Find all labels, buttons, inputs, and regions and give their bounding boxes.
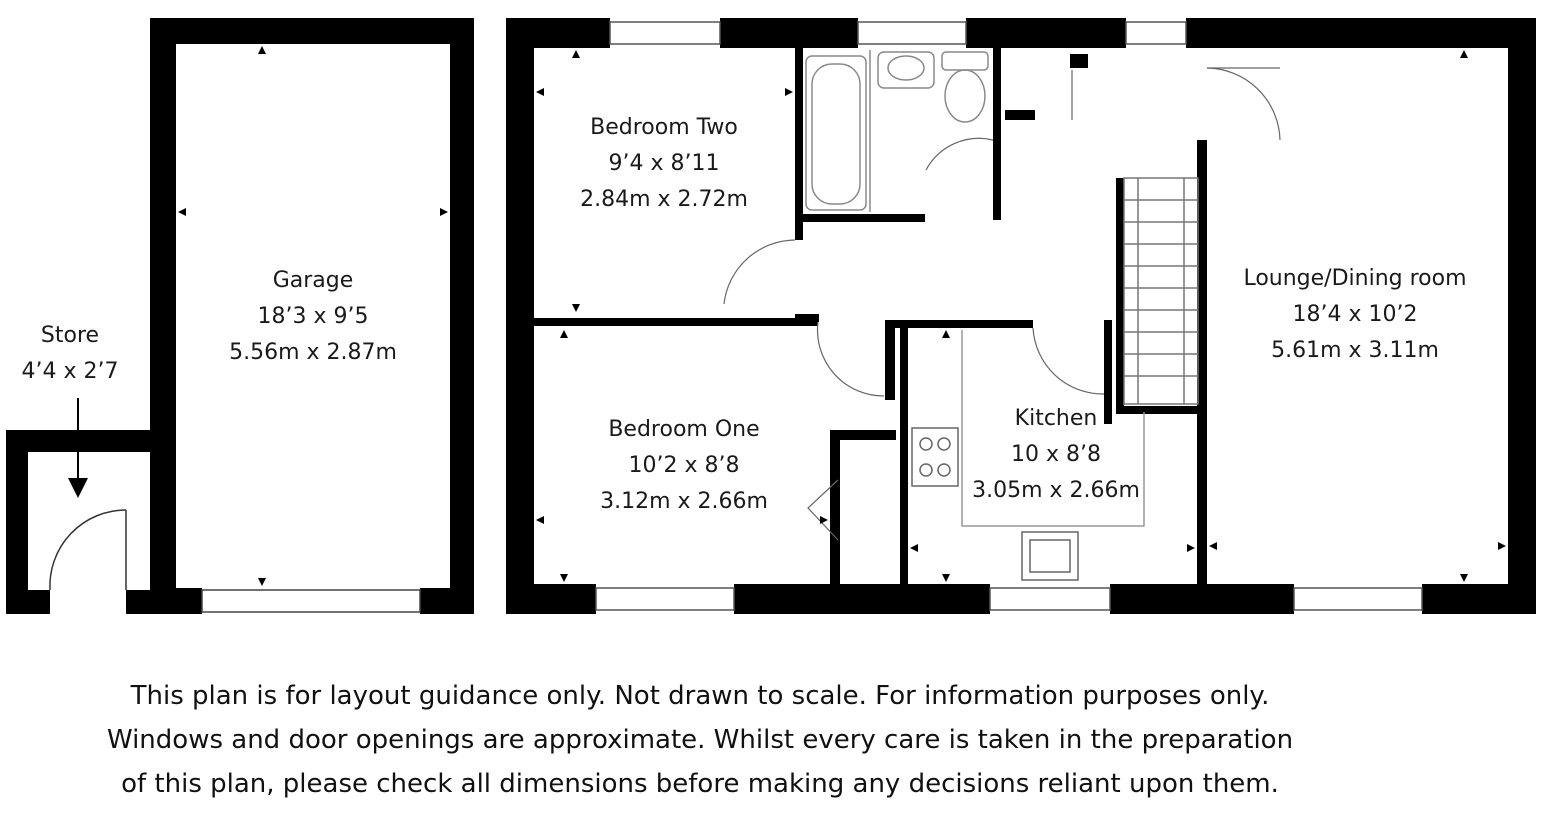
- garage-size-metric: 5.56m x 2.87m: [229, 340, 397, 365]
- garage-label: [176, 263, 450, 371]
- kitchen-label: [956, 401, 1156, 509]
- store-door: [50, 510, 126, 590]
- basin-icon: [878, 52, 934, 88]
- store-size-imperial: 4’4 x 2’7: [21, 359, 119, 384]
- bedroom-one-name: Bedroom One: [608, 417, 760, 442]
- store-name: Store: [40, 323, 100, 348]
- bedroom-two-size-metric: 2.84m x 2.72m: [580, 187, 748, 212]
- lounge-name: Lounge/Dining room: [1243, 266, 1467, 291]
- bedroom-one-size-metric: 3.12m x 2.66m: [600, 489, 768, 514]
- store-label: [6, 318, 134, 390]
- kitchen-size-imperial: 10 x 8’8: [1011, 442, 1101, 467]
- bedroom-one-size-imperial: 10’2 x 8’8: [628, 453, 740, 478]
- bath-icon: [806, 56, 866, 210]
- bedroom-two-label: [534, 110, 794, 218]
- bedroom-two-size-imperial: 9’4 x 8’11: [608, 151, 720, 176]
- hob-icon: [912, 428, 958, 486]
- toilet-icon: [942, 52, 988, 70]
- bedroom-one-label: [554, 412, 814, 520]
- bedroom-two-name: Bedroom Two: [590, 115, 738, 140]
- kitchen-size-metric: 3.05m x 2.66m: [972, 478, 1140, 503]
- garage-size-imperial: 18’3 x 9’5: [257, 304, 369, 329]
- disclaimer-line-2: Windows and door openings are approximate. Whilst every care is taken in the preparation: [106, 725, 1294, 755]
- stairs: [1124, 178, 1198, 404]
- lounge-label: [1207, 261, 1503, 369]
- lounge-size-imperial: 18’4 x 10’2: [1292, 302, 1418, 327]
- garage-door: [202, 590, 420, 612]
- garage-name: Garage: [272, 268, 354, 293]
- lounge-size-metric: 5.61m x 3.11m: [1271, 338, 1439, 363]
- kitchen-name: Kitchen: [1014, 406, 1098, 431]
- disclaimer-line-1: This plan is for layout guidance only. Not drawn to scale. For information purposes only.: [130, 681, 1270, 711]
- disclaimer-line-3: of this plan, please check all dimensions before making any decisions reliant upon them.: [121, 769, 1279, 799]
- disclaimer: [0, 674, 1400, 806]
